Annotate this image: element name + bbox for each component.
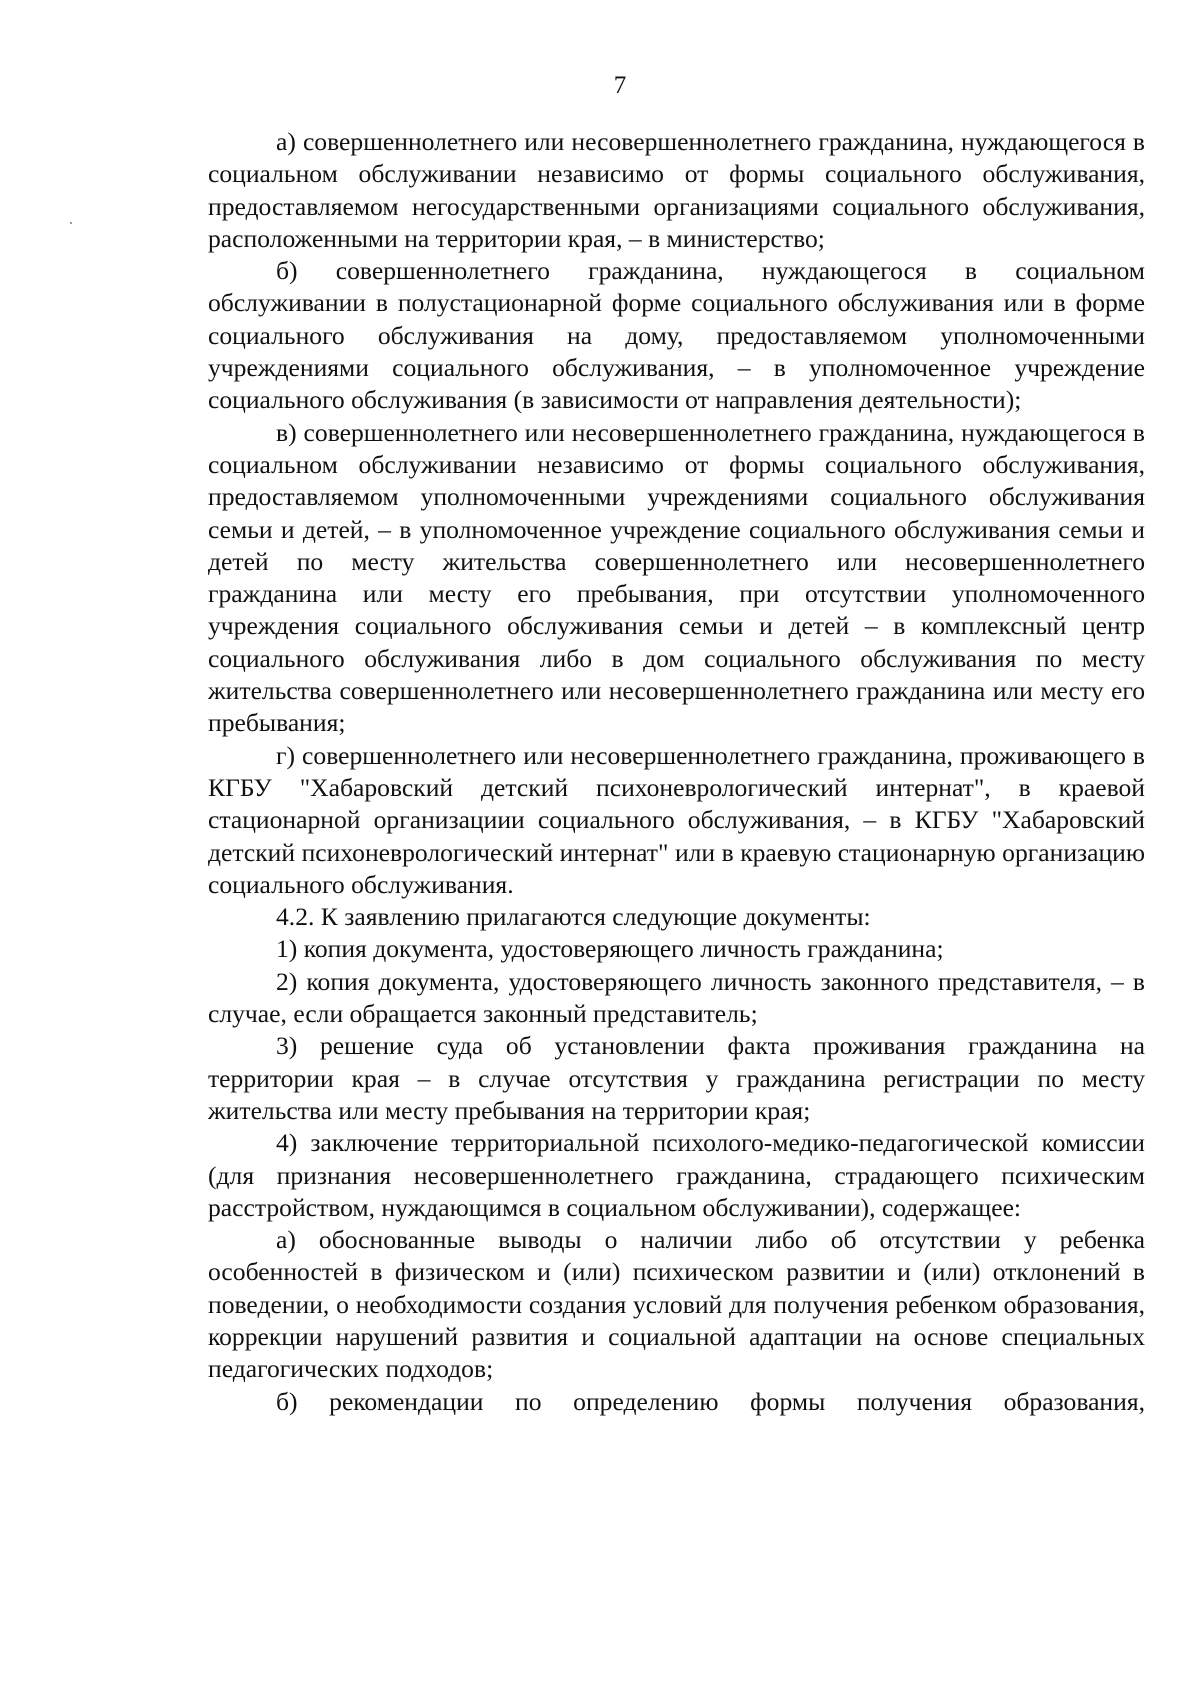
document-body <box>208 126 1145 1418</box>
paragraph-doc-1: 1) копия документа, удостоверяющего личность гражданина; <box>276 934 944 964</box>
paragraph-item-g: г) совершеннолетнего или несовершеннолетнего гражданина, проживающего в КГБУ "Хабаровский детский психоневрологический интернат", в краевой стационарной организациии социального обслуживания, – в КГБУ "Хабаровский детский психоневрологический интернат" или в краевую стационарную организацию социального обслуживания. <box>208 740 1145 899</box>
paragraph-item-a: а) совершеннолетнего или несовершеннолетнего гражданина, нуждающегося в социальном обслуживании независимо от формы социального обслуживания, предоставляемом негосударственными организациями социального обслуживания, расположенными на территории края, – в министерство; <box>208 127 1145 253</box>
paragraph-section-4-2: 4.2. К заявлению прилагаются следующие документы: <box>276 902 871 932</box>
scan-speck <box>70 222 72 224</box>
paragraph-item-v: в) совершеннолетнего или несовершеннолетнего гражданина, нуждающегося в социальном обслуживании независимо от формы социального обслуживания, предоставляемом уполномоченными учреждениями социального обслуживания семьи и детей, – в уполномоченное учреждение социального обслуживания семьи и детей по месту жительства совершеннолетнего или несовершеннолетнего гражданина или месту его пребывания, при отсутствии уполномоченного учреждения социального обслуживания семьи и детей – в комплексный центр социального обслуживания либо в дом социального обслуживания по месту жительства совершеннолетнего или несовершеннолетнего гражданина или месту его пребывания; <box>208 417 1145 738</box>
paragraph-subitem-b: б) рекомендации по определению формы получения образования, <box>276 1386 1145 1416</box>
paragraph-item-b: б) совершеннолетнего гражданина, нуждающегося в социальном обслуживании в полустационарной форме социального обслуживания или в форме социального обслуживания на дому, предоставляемом уполномоченными учреждениями социального обслуживания, – в уполномоченное учреждение социального обслуживания (в зависимости от направления деятельности); <box>208 256 1145 415</box>
paragraph-subitem-a: а) обоснованные выводы о наличии либо об отсутствии у ребенка особенностей в физическом и (или) психическом развитии и (или) отклонений в поведении, о необходимости создания условий для получения ребенком образования, коррекции нарушений развития и социальной адаптации на основе специальных педагогических подходов; <box>208 1225 1145 1384</box>
paragraph-doc-3: 3) решение суда об установлении факта проживания гражданина на территории края – в случае отсутствия у гражданина регистрации по месту жительства или месту пребывания на территории края; <box>208 1031 1145 1125</box>
paragraph-doc-2: 2) копия документа, удостоверяющего личность законного представителя, – в случае, если обращается законный представитель; <box>208 966 1145 1029</box>
paragraph-doc-4: 4) заключение территориальной психолого-медико-педагогической комиссии (для признания несовершеннолетнего гражданина, страдающего психическим расстройством, нуждающимся в социальном обслуживании), содержащее: <box>208 1128 1145 1222</box>
page-number: 7 <box>613 72 627 99</box>
